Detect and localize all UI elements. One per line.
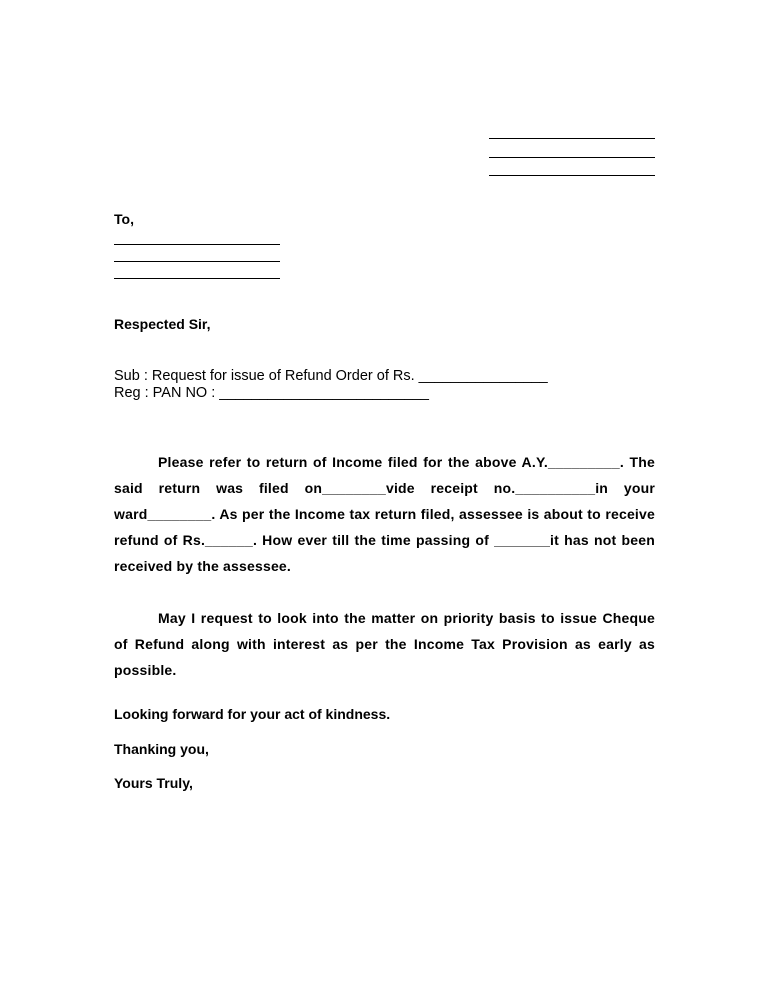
salutation: Respected Sir,: [114, 316, 211, 332]
recipient-address-line-2: [114, 261, 280, 262]
body-paragraph-1: [114, 449, 655, 579]
paragraph-1-text: Please refer to return of Income filed for the above A.Y._________. The said return was filed on________vide receipt no.__________in your ward________. As per the Income tax return filed, assessee is about to receive refund of Rs.______. How ever till the time passing of _______it has not been received by the assessee.: [114, 454, 655, 574]
reference-line: Reg : PAN NO : __________________________: [114, 385, 429, 401]
sender-address-line-1: [489, 138, 655, 139]
recipient-address-line-1: [114, 244, 280, 245]
sender-address-line-3: [489, 175, 655, 176]
recipient-address-line-3: [114, 278, 280, 279]
body-paragraph-2: [114, 605, 655, 683]
closing-line-kindness: Looking forward for your act of kindness.: [114, 706, 391, 722]
to-label: To,: [114, 211, 134, 227]
closing-line-thanks: Thanking you,: [114, 741, 209, 757]
sender-address-line-2: [489, 157, 655, 158]
closing-line-signoff: Yours Truly,: [114, 775, 193, 791]
paragraph-2-text: May I request to look into the matter on priority basis to issue Cheque of Refund along with interest as per the Income Tax Provision as early as possible.: [114, 610, 655, 678]
subject-line: Sub : Request for issue of Refund Order of Rs. ________________: [114, 368, 548, 384]
subject-block: [114, 368, 548, 402]
